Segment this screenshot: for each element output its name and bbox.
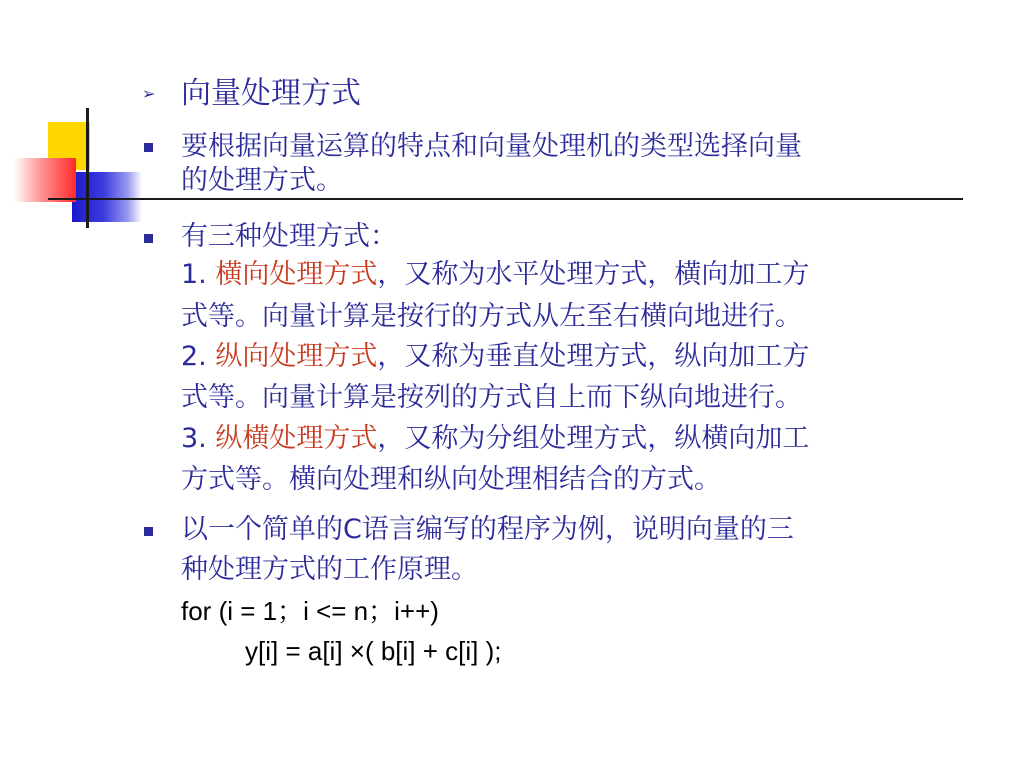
square-bullet-icon: [144, 527, 153, 536]
method-2-line-2: 式等。向量计算是按列的方式自上而下纵向地进行。: [181, 382, 802, 413]
arrow-bullet-icon: ➢: [142, 84, 156, 103]
method-2-line-1: [181, 340, 809, 374]
method-2-description: ，又称为垂直处理方式，纵向加工方: [377, 341, 810, 372]
method-1-number: 1.: [181, 259, 207, 290]
decor-horizontal-rule: [48, 198, 963, 200]
bullet-1-line-1: 要根据向量运算的特点和向量处理机的类型选择向量: [181, 131, 802, 162]
decor-blue-gradient: [72, 172, 142, 222]
method-3-line-2: 方式等。横向处理和纵向处理相结合的方式。: [181, 464, 721, 495]
method-3-name: 纵横处理方式: [215, 423, 378, 454]
method-1-name: 横向处理方式: [215, 259, 378, 290]
method-2-number: 2.: [181, 341, 207, 372]
code-line-1: for (i = 1；i <= n；i++): [181, 596, 439, 626]
code-line-2: y[i] = a[i] ×( b[i] + c[i] );: [245, 636, 502, 666]
method-1-line-1: [181, 258, 809, 292]
method-1-description: ，又称为水平处理方式，横向加工方: [377, 259, 810, 290]
slide-title: 向量处理方式: [181, 76, 361, 111]
square-bullet-icon: [144, 143, 153, 152]
method-2-name: 纵向处理方式: [215, 341, 378, 372]
decor-red-gradient: [14, 158, 76, 202]
square-bullet-icon: [144, 234, 153, 243]
decor-vertical-line: [86, 108, 89, 228]
bullet-1-line-2: 的处理方式。: [181, 165, 343, 196]
method-1-line-2: 式等。向量计算是按行的方式从左至右横向地进行。: [181, 301, 802, 332]
bullet-3-line-2: 种处理方式的工作原理。: [181, 554, 478, 585]
method-3-description: ，又称为分组处理方式，纵横向加工: [377, 423, 810, 454]
bullet-2-intro: 有三种处理方式：: [181, 221, 397, 252]
bullet-3-line-1: 以一个简单的C语言编写的程序为例，说明向量的三: [181, 514, 794, 545]
method-3-number: 3.: [181, 423, 207, 454]
method-3-line-1: [181, 422, 809, 456]
